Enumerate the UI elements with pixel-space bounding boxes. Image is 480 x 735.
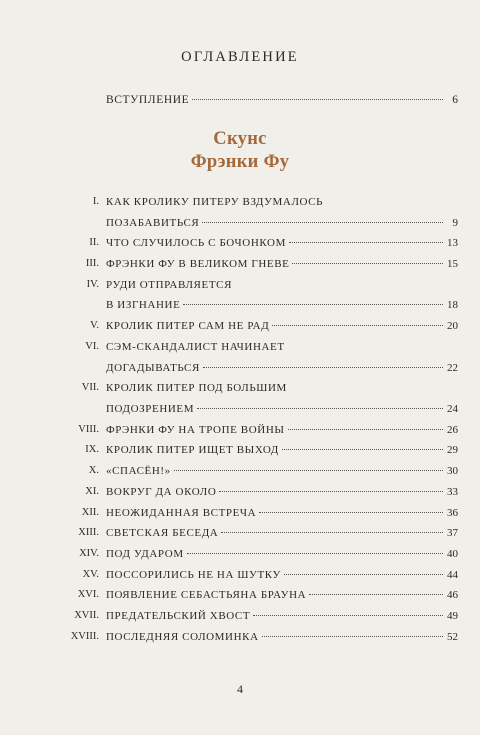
chapter-title-line: СЭМ-СКАНДАЛИСТ НАЧИНАЕТ bbox=[106, 340, 285, 353]
chapter-title-row bbox=[106, 320, 458, 332]
chapter-title-row bbox=[106, 237, 458, 249]
dot-leader bbox=[219, 491, 443, 492]
dot-leader bbox=[289, 242, 443, 243]
chapter-number: II. bbox=[89, 237, 99, 249]
chapter-title-row bbox=[106, 610, 458, 622]
chapter-title-row bbox=[106, 569, 458, 581]
dot-leader bbox=[292, 263, 443, 264]
dot-leader bbox=[282, 449, 443, 450]
chapter-title-line: ФРЭНКИ ФУ В ВЕЛИКОМ ГНЕВЕ bbox=[106, 258, 290, 271]
chapter-title-line: ДОГАДЫВАТЬСЯ bbox=[106, 361, 200, 374]
entry-title: ВСТУПЛЕНИЕ bbox=[106, 94, 190, 106]
dot-leader bbox=[262, 636, 443, 637]
chapter-title-line: КРОЛИК ПИТЕР ПОД БОЛЬШИМ bbox=[106, 382, 287, 395]
chapter-title-line: ЧТО СЛУЧИЛОСЬ С БОЧОНКОМ bbox=[106, 237, 286, 250]
chapter-number: XII. bbox=[81, 506, 99, 518]
chapter-title-row bbox=[106, 403, 458, 415]
dot-leader bbox=[309, 594, 443, 595]
chapter-title-line: ПОД УДАРОМ bbox=[106, 547, 184, 560]
chapter-title-row bbox=[106, 507, 458, 519]
chapter-number: V. bbox=[90, 320, 99, 332]
chapter-title-line: СВЕТСКАЯ БЕСЕДА bbox=[106, 527, 219, 540]
chapter-number: VIII. bbox=[78, 423, 99, 435]
entry-page-number: 20 bbox=[447, 320, 458, 333]
chapter-title-row bbox=[106, 258, 458, 270]
entry-page-number: 36 bbox=[447, 506, 458, 519]
chapter-title-row bbox=[106, 444, 458, 456]
page-heading: ОГЛАВЛЕНИЕ bbox=[181, 49, 299, 65]
chapter-number: IX. bbox=[85, 444, 99, 456]
chapter-title-line: ПОЯВЛЕНИЕ СЕБАСТЬЯНА БРАУНА bbox=[106, 589, 307, 602]
chapter-title-line: ПОДОЗРЕНИЕМ bbox=[106, 402, 195, 415]
chapter-title-row bbox=[106, 217, 458, 229]
entry-page-number: 46 bbox=[447, 589, 458, 602]
dot-leader bbox=[197, 408, 443, 409]
entry-page-number: 29 bbox=[447, 444, 458, 457]
dot-leader bbox=[253, 615, 443, 616]
dot-leader bbox=[187, 553, 443, 554]
chapter-title-line: ВОКРУГ ДА ОКОЛО bbox=[106, 485, 217, 498]
entry-page-number: 49 bbox=[447, 610, 458, 622]
entry-page-number: 40 bbox=[447, 547, 458, 560]
entry-page-number: 15 bbox=[447, 258, 458, 271]
chapter-title-line: ПОСЛЕДНЯЯ СОЛОМИНКА bbox=[106, 630, 259, 643]
chapter-title-line: РУДИ ОТПРАВЛЯЕТСЯ bbox=[106, 278, 233, 291]
dot-leader bbox=[288, 429, 443, 430]
entry-page-number: 30 bbox=[447, 465, 458, 478]
toc-entry-introduction[interactable] bbox=[106, 94, 458, 106]
chapter-title-row bbox=[106, 589, 458, 601]
chapter-title-line: «СПАСЁН!» bbox=[106, 465, 171, 478]
dot-leader bbox=[202, 222, 443, 223]
entry-page-number: 13 bbox=[447, 237, 458, 250]
dot-leader bbox=[284, 574, 443, 575]
chapter-title-line: ПОССОРИЛИСЬ НЕ НА ШУТКУ bbox=[106, 568, 281, 581]
entry-page-number: 6 bbox=[452, 94, 458, 106]
chapter-title-line: КРОЛИК ПИТЕР ИЩЕТ ВЫХОД bbox=[106, 444, 279, 457]
chapter-number: XIII. bbox=[78, 527, 99, 539]
dot-leader bbox=[259, 512, 443, 513]
entry-page-number: 26 bbox=[447, 423, 458, 436]
book-title-line-2: Фрэнки Фу bbox=[190, 152, 290, 172]
chapter-title-line: ПОЗАБАВИТЬСЯ bbox=[106, 216, 200, 229]
dot-leader bbox=[183, 304, 443, 305]
chapter-number: XI. bbox=[85, 485, 99, 497]
chapter-title-line: НЕОЖИДАННАЯ ВСТРЕЧА bbox=[106, 506, 257, 519]
chapter-number: X. bbox=[88, 465, 99, 477]
dot-leader bbox=[174, 470, 443, 471]
chapter-number: VII. bbox=[81, 382, 99, 394]
chapter-title-line: КАК КРОЛИКУ ПИТЕРУ ВЗДУМАЛОСЬ bbox=[106, 196, 324, 208]
chapter-title-row bbox=[106, 548, 458, 560]
chapter-number: IV. bbox=[86, 278, 99, 290]
entry-page-number: 9 bbox=[452, 216, 458, 229]
entry-page-number: 24 bbox=[447, 402, 458, 415]
chapter-number: XVIII. bbox=[70, 630, 99, 642]
page-number: 4 bbox=[237, 682, 243, 696]
book-title-line-1: Скунс bbox=[213, 129, 267, 149]
chapter-title-line: ФРЭНКИ ФУ НА ТРОПЕ ВОЙНЫ bbox=[106, 423, 285, 436]
entry-page-number: 18 bbox=[447, 299, 458, 312]
dot-leader bbox=[192, 99, 443, 100]
chapter-title-row bbox=[106, 424, 458, 436]
dot-leader bbox=[221, 532, 443, 533]
chapter-title-row bbox=[106, 527, 458, 539]
chapter-title-line: ПРЕДАТЕЛЬСКИЙ ХВОСТ bbox=[106, 610, 251, 622]
chapter-title-row bbox=[106, 486, 458, 498]
chapter-title-row bbox=[106, 299, 458, 311]
chapter-title-row bbox=[106, 362, 458, 374]
chapter-number: VI. bbox=[85, 340, 99, 352]
chapter-title-line: КРОЛИК ПИТЕР САМ НЕ РАД bbox=[106, 320, 270, 333]
dot-leader bbox=[203, 367, 443, 368]
chapter-number: III. bbox=[85, 258, 99, 270]
entry-page-number: 22 bbox=[447, 361, 458, 374]
entry-page-number: 33 bbox=[447, 485, 458, 498]
entry-page-number: 52 bbox=[447, 630, 458, 643]
chapter-title-row bbox=[106, 631, 458, 643]
chapter-number: XVII. bbox=[74, 610, 99, 621]
chapter-title-row bbox=[106, 465, 458, 477]
chapter-number: I. bbox=[92, 196, 99, 207]
dot-leader bbox=[272, 325, 443, 326]
entry-page-number: 37 bbox=[447, 527, 458, 540]
chapter-number: XVI. bbox=[77, 589, 99, 601]
chapter-number: XIV. bbox=[79, 547, 99, 559]
chapter-title-line: В ИЗГНАНИЕ bbox=[106, 299, 181, 312]
entry-page-number: 44 bbox=[447, 568, 458, 581]
chapter-number: XV. bbox=[82, 568, 99, 580]
